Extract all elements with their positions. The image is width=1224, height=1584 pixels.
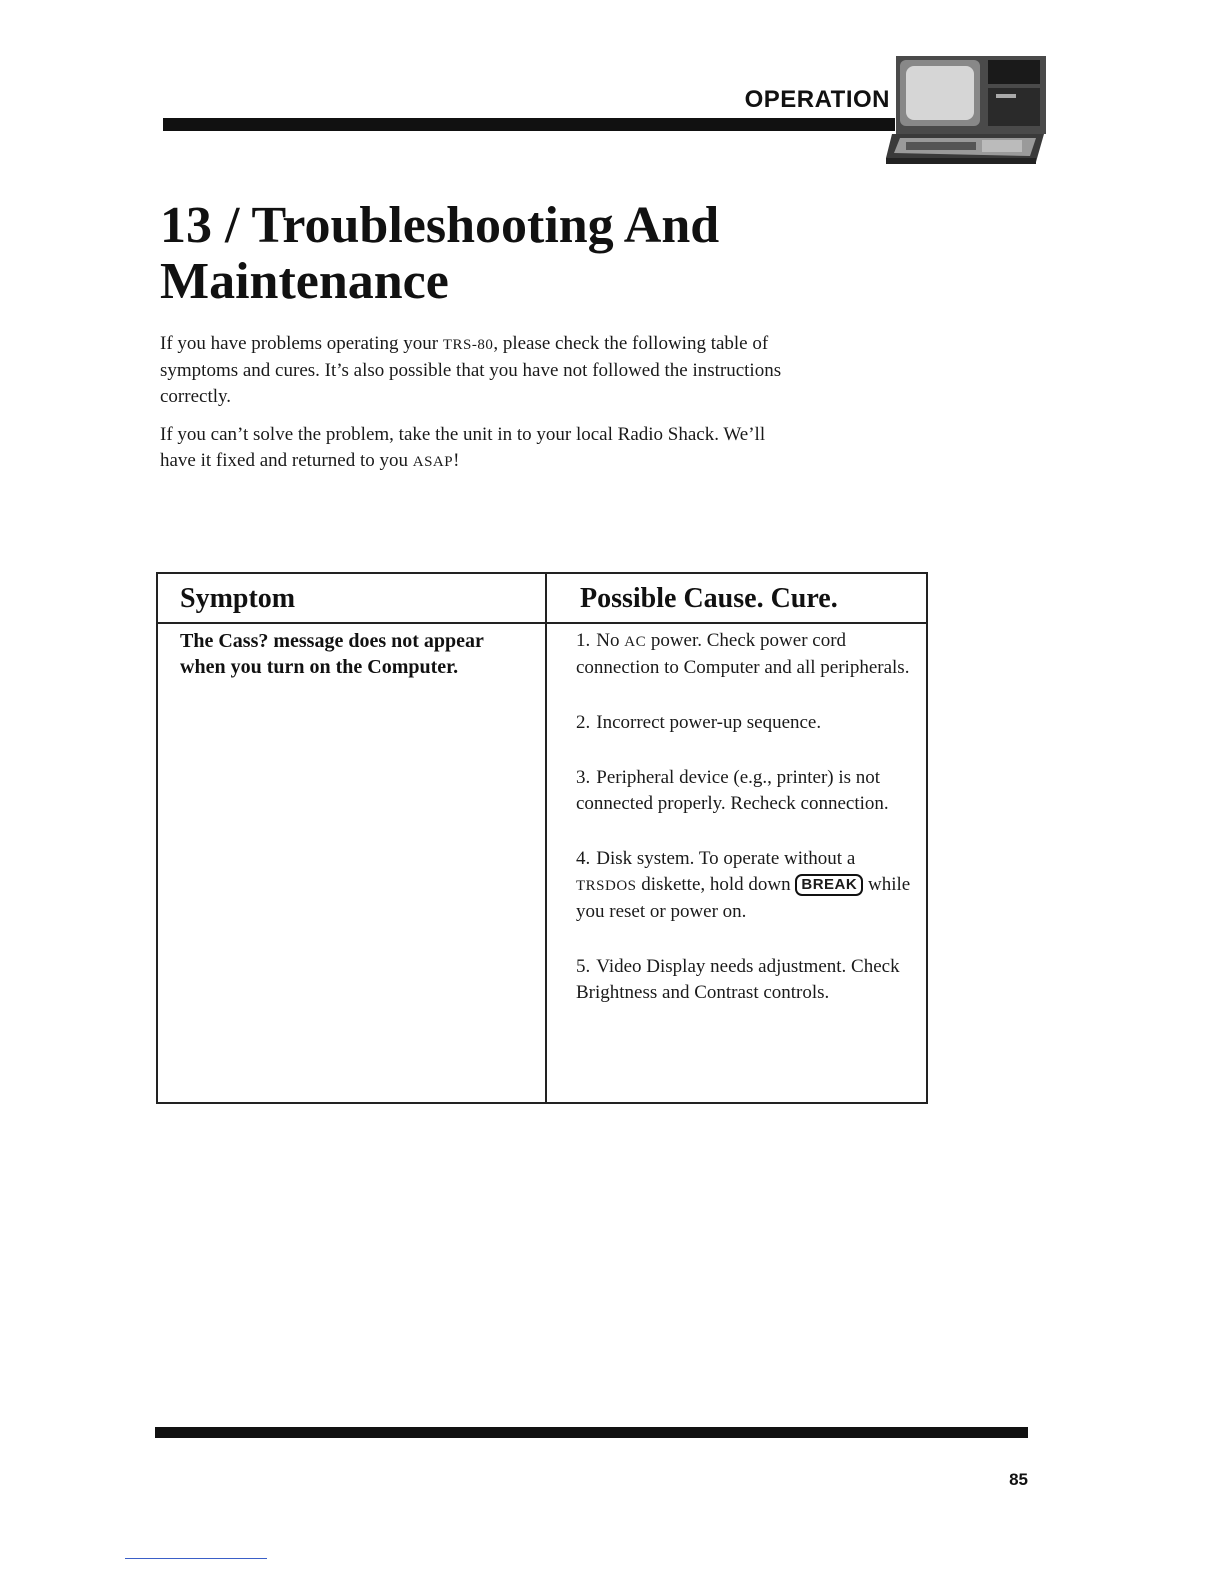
cause-number: 3.: [576, 767, 591, 788]
intro-text: If you can’t solve the problem, take the unit in to your local Radio Shack. We’ll: [160, 424, 766, 445]
scan-edge-line: [125, 1558, 267, 1559]
intro-paragraph-2: [160, 422, 860, 475]
cause-text: while you reset or power on.: [576, 874, 911, 922]
cause-item-2: [576, 710, 916, 736]
intro-paragraph-1: [160, 331, 860, 410]
cause-item-1: [576, 628, 916, 681]
cause-text-smallcaps: TRSDOS: [576, 878, 637, 894]
cause-number: 4.: [576, 848, 591, 869]
cause-item-4: [576, 846, 916, 925]
column-divider: [545, 574, 547, 1102]
column-header-cause: Possible Cause. Cure.: [580, 583, 838, 614]
symptom-cell: [180, 628, 530, 680]
cause-text: No: [596, 630, 625, 651]
chapter-title-line1: 13 / Troubleshooting And: [160, 197, 720, 254]
cause-text: Incorrect power-up sequence.: [596, 712, 822, 733]
cause-text: diskette, hold down: [636, 874, 796, 895]
intro-text: have it fixed and returned to you: [160, 450, 413, 471]
cause-text: Disk system. To operate without a: [596, 848, 856, 869]
cause-item-3: [576, 765, 916, 817]
chapter-title-line2: Maintenance: [160, 253, 449, 310]
cause-number: 2.: [576, 712, 591, 733]
section-label: OPERATION: [744, 86, 890, 113]
column-header-symptom: Symptom: [180, 583, 296, 614]
header-rule: [163, 118, 895, 131]
break-key-icon: BREAK: [795, 874, 863, 896]
cause-text: power. Check power cord connection to Computer and all peripherals.: [576, 630, 910, 678]
cause-list: [576, 628, 916, 1035]
page-number: 85: [1009, 1470, 1028, 1489]
intro-text-smallcaps: ASAP: [412, 454, 454, 470]
intro-text: symptoms and cures. It’s also possible that you have not followed the instructions: [160, 360, 782, 381]
cause-number: 5.: [576, 956, 591, 977]
symptom-text: The Cass? message does not appear: [180, 630, 484, 652]
cause-text-smallcaps: AC: [624, 634, 647, 650]
troubleshooting-table: [156, 572, 928, 1104]
intro-text-smallcaps: TRS-80: [442, 337, 494, 353]
chapter-title: [160, 198, 719, 310]
cause-item-5: [576, 954, 916, 1006]
intro-text: If you have problems operating your: [160, 333, 443, 354]
intro-text: , please check the following table of: [493, 333, 769, 354]
cause-text: Peripheral device (e.g., printer) is not connected properly. Recheck connection.: [576, 767, 889, 814]
footer-rule: [155, 1427, 1028, 1438]
header-row-rule: [158, 622, 926, 624]
intro-text: !: [453, 450, 460, 471]
cause-number: 1.: [576, 630, 591, 651]
cause-text: Video Display needs adjustment. Check Brightness and Contrast controls.: [576, 956, 900, 1003]
symptom-text: when you turn on the Computer.: [180, 656, 459, 678]
intro-text: correctly.: [160, 386, 232, 407]
computer-icon: [886, 52, 1046, 172]
